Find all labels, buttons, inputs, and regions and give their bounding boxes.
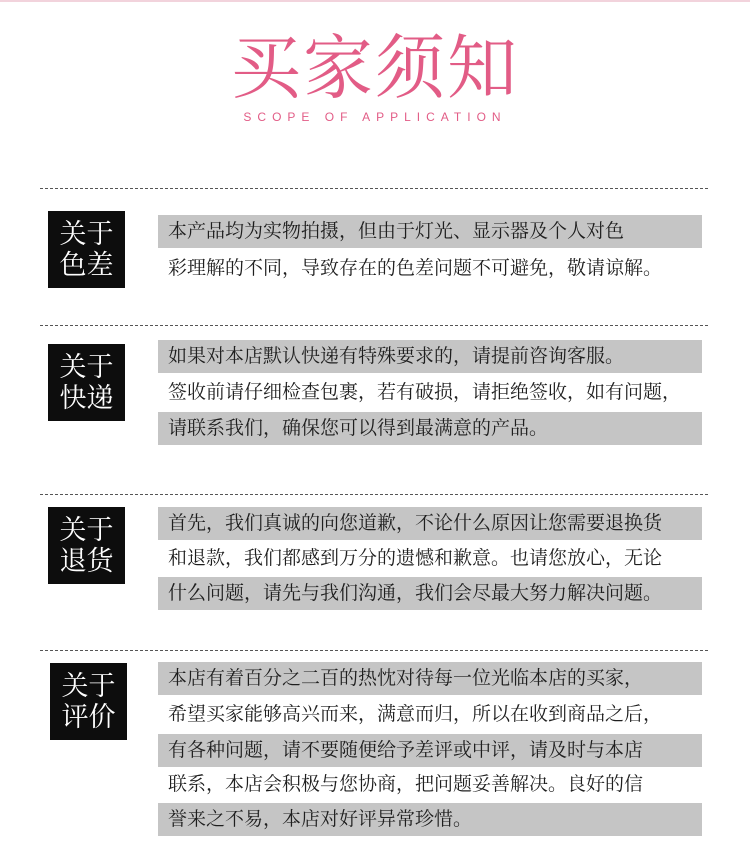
section-text-line: 本产品均为实物拍摄，但由于灯光、显示器及个人对色 <box>158 215 702 248</box>
badge-line: 关于 <box>61 670 116 702</box>
badge-line: 关于 <box>59 514 114 546</box>
section-divider <box>40 325 708 326</box>
section-text-line: 如果对本店默认快递有特殊要求的，请提前咨询客服。 <box>158 340 702 373</box>
badge-line: 色差 <box>59 249 114 281</box>
section-divider <box>40 494 708 495</box>
top-accent-line <box>0 0 750 2</box>
section-text-line: 有各种问题，请不要随便给予差评或中评，请及时与本店 <box>158 734 702 767</box>
section-text-line: 誉来之不易，本店对好评异常珍惜。 <box>158 803 702 836</box>
section-badge-express <box>48 344 125 421</box>
badge-line: 退货 <box>59 545 114 577</box>
section-text-line: 签收前请仔细检查包裹，若有破损，请拒绝签收，如有问题， <box>158 376 702 409</box>
badge-line: 快递 <box>59 382 114 414</box>
badge-line: 关于 <box>59 218 114 250</box>
section-badge-returns <box>48 507 125 584</box>
section-text-line: 请联系我们，确保您可以得到最满意的产品。 <box>158 412 702 445</box>
section-badge-reviews <box>50 663 127 740</box>
badge-line: 关于 <box>59 351 114 383</box>
badge-line: 评价 <box>61 701 116 733</box>
section-divider <box>40 650 708 651</box>
section-text-line: 什么问题，请先与我们沟通，我们会尽最大努力解决问题。 <box>158 577 702 610</box>
section-badge-color <box>48 211 125 288</box>
section-text-line: 和退款，我们都感到万分的遗憾和歉意。也请您放心，无论 <box>158 542 702 575</box>
section-text-line: 希望买家能够高兴而来，满意而归，所以在收到商品之后， <box>158 698 702 731</box>
section-text-line: 联系，本店会积极与您协商，把问题妥善解决。良好的信 <box>158 768 702 801</box>
section-text-line: 首先，我们真诚的向您道歉，不论什么原因让您需要退换货 <box>158 507 702 540</box>
section-divider <box>40 188 708 189</box>
section-text-line: 本店有着百分之二百的热忱对待每一位光临本店的买家， <box>158 662 702 695</box>
page-title: 买家须知 <box>231 27 519 109</box>
section-text-line: 彩理解的不同，导致存在的色差问题不可避免，敬请谅解。 <box>158 252 702 285</box>
page-subtitle: SCOPE OF APPLICATION <box>243 110 507 124</box>
